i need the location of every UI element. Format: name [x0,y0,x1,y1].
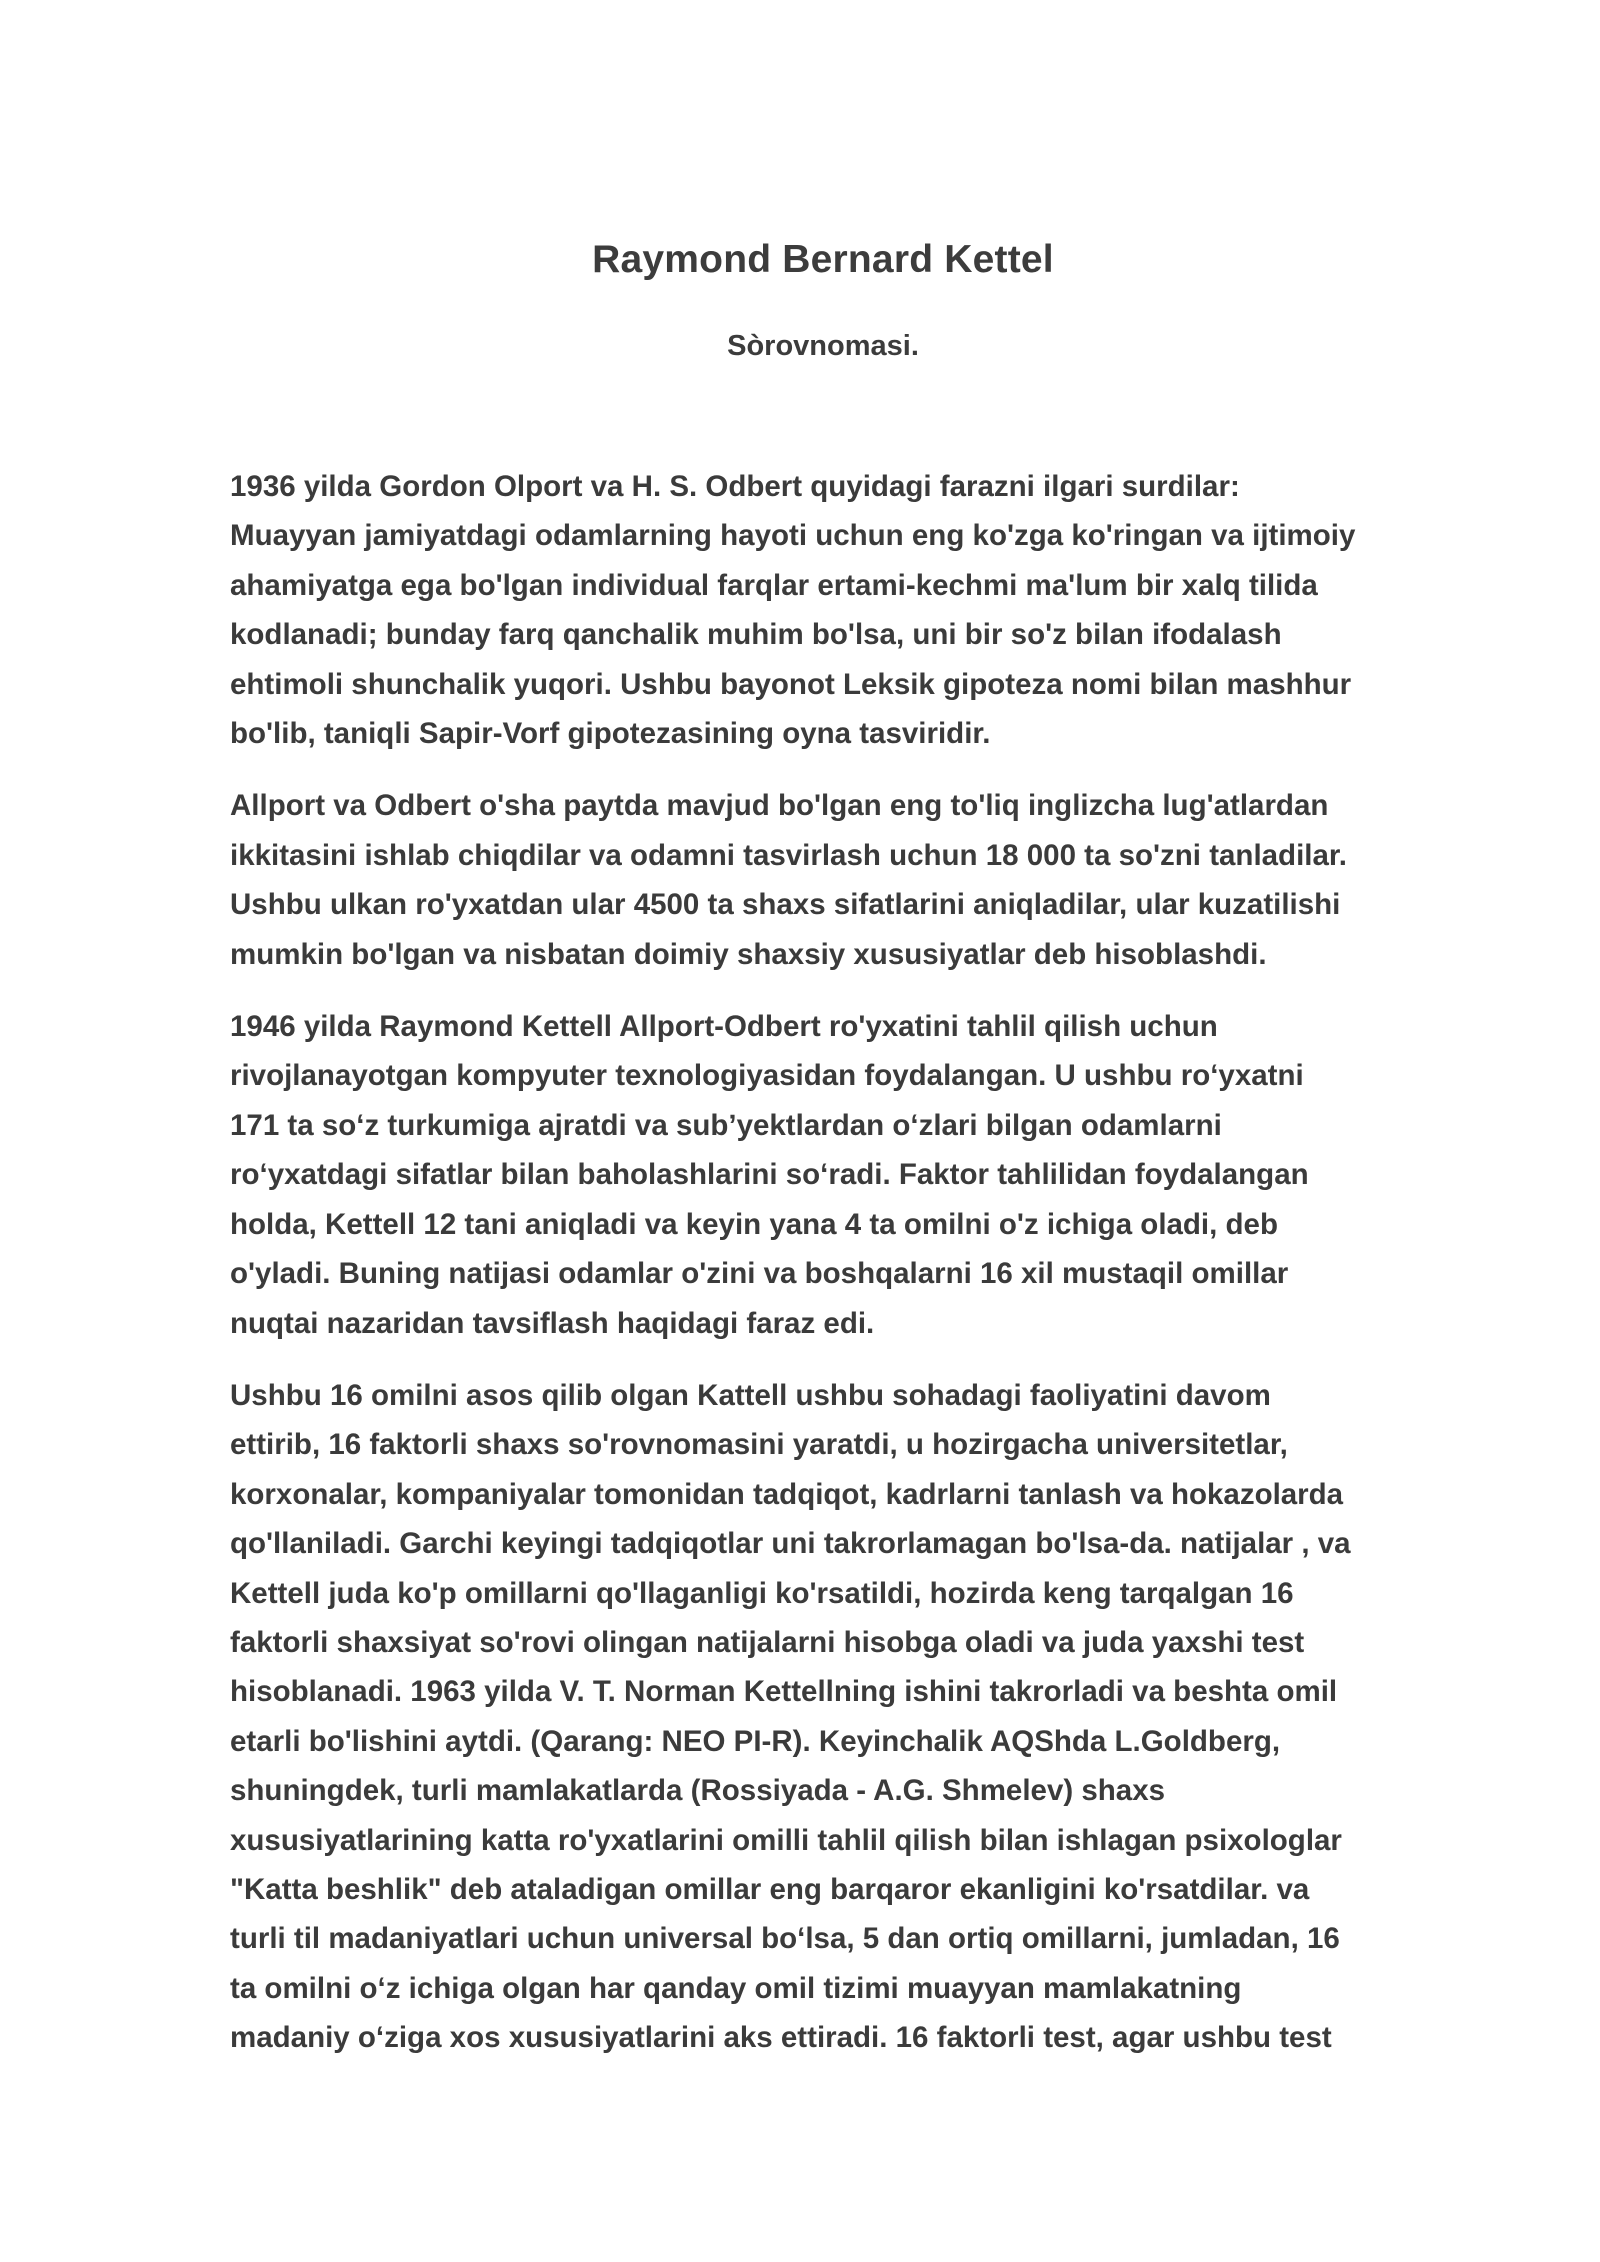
text-line: bo'lib, taniqli Sapir-Vorf gipotezasining oyna tasviridir. [230,717,991,751]
text-line: Ushbu ulkan ro'yxatdan ular 4500 ta shaxs sifatlarini aniqladilar, ular kuzatilishi [230,888,1341,922]
text-line: shuningdek, turli mamlakatlarda (Rossiyada - A.G. Shmelev) shaxs [230,1774,1166,1808]
text-line: korxonalar, kompaniyalar tomonidan tadqiqot, kadrlarni tanlash va hokazolarda [230,1477,1344,1511]
text-line: 1946 yilda Raymond Kettell Allport-Odbert ro'yxatini tahlil qilish uchun [230,1010,1218,1044]
text-line: ikkitasini ishlab chiqdilar va odamni tasvirlash uchun 18 000 ta so'zni tanladilar. [230,838,1347,872]
text-line: Allport va Odbert o'sha paytda mavjud bo'lgan eng to'liq inglizcha lug'atlardan [230,789,1329,823]
text-line: qo'llaniladi. Garchi keyingi tadqiqotlar uni takrorlamagan bo'lsa-da. natijalar , va [230,1527,1351,1561]
text-line: rivojlanayotgan kompyuter texnologiyasidan foydalangan. U ushbu roʻyxatni [230,1059,1304,1093]
text-line: nuqtai nazaridan tavsiflash haqidagi faraz edi. [230,1306,875,1340]
text-line: turli til madaniyatlari uchun universal boʻlsa, 5 dan ortiq omillarni, jumladan, 16 [230,1922,1340,1956]
text-line: faktorli shaxsiyat so'rovi olingan natijalarni hisobga oladi va juda yaxshi test [230,1625,1305,1659]
text-line: xususiyatlarining katta ro'yxatlarini omilli tahlil qilish bilan ishlagan psixologlar [230,1823,1342,1857]
text-line: mumkin bo'lgan va nisbatan doimiy shaxsiy xususiyatlar deb hisoblashdi. [230,937,1267,971]
text-line: 1936 yilda Gordon Olport va H. S. Odbert quyidagi farazni ilgari surdilar: [230,470,1240,503]
paragraph-2 [230,781,1520,979]
text-line: ehtimoli shunchalik yuqori. Ushbu bayonot Leksik gipoteza nomi bilan mashhur [230,667,1352,701]
text-line: holda, Kettell 12 tani aniqladi va keyin yana 4 ta omilni o'z ichiga oladi, deb [230,1207,1278,1241]
document-body [230,462,1520,2086]
text-line: o'yladi. Buning natijasi odamlar o'zini va boshqalarni 16 xil mustaqil omillar [230,1257,1289,1291]
text-line: 171 ta soʻz turkumiga ajratdi va subʼyektlardan oʻzlari bilgan odamlarni [230,1108,1222,1142]
paragraph-4 [230,1371,1520,2063]
text-line: ahamiyatga ega bo'lgan individual farqlar ertami-kechmi ma'lum bir xalq tilida [230,568,1318,602]
text-line: Muayyan jamiyatdagi odamlarning hayoti uchun eng ko'zga ko'ringan va ijtimoiy [230,519,1356,553]
text-line: roʻyxatdagi sifatlar bilan baholashlarini soʻradi. Faktor tahlilidan foydalangan [230,1158,1309,1192]
text-line: kodlanadi; bunday farq qanchalik muhim bo'lsa, uni bir so'z bilan ifodalash [230,618,1282,652]
text-line: hisoblanadi. 1963 yilda V. T. Norman Kettellning ishini takrorladi va beshta omil [230,1675,1338,1709]
paragraph-1 [230,462,1520,758]
document-title: Raymond Bernard Kettel [592,238,1054,281]
text-line: ettirib, 16 faktorli shaxs so'rovnomasini yaratdi, u hozirgacha universitetlar, [230,1428,1288,1462]
text-line: Kettell juda ko'p omillarni qo'llaganligi ko'rsatildi, hozirda keng tarqalgan 16 [230,1576,1294,1610]
text-line: "Katta beshlik" deb ataladigan omillar eng barqaror ekanligini ko'rsatdilar. va [230,1872,1310,1906]
document-subtitle: Sòrovnomasi. [727,330,919,362]
paragraph-3 [230,1002,1520,1348]
text-line: Ushbu 16 omilni asos qilib olgan Kattell ushbu sohadagi faoliyatini davom [230,1378,1271,1412]
text-line: etarli bo'lishini aytdi. (Qarang: NEO PI-R). Keyinchalik AQShda L.Goldberg, [230,1724,1281,1758]
text-line: ta omilni oʻz ichiga olgan har qanday omil tizimi muayyan mamlakatning [230,1971,1242,2005]
text-line: madaniy oʻziga xos xususiyatlarini aks ettiradi. 16 faktorli test, agar ushbu test [230,2021,1332,2055]
